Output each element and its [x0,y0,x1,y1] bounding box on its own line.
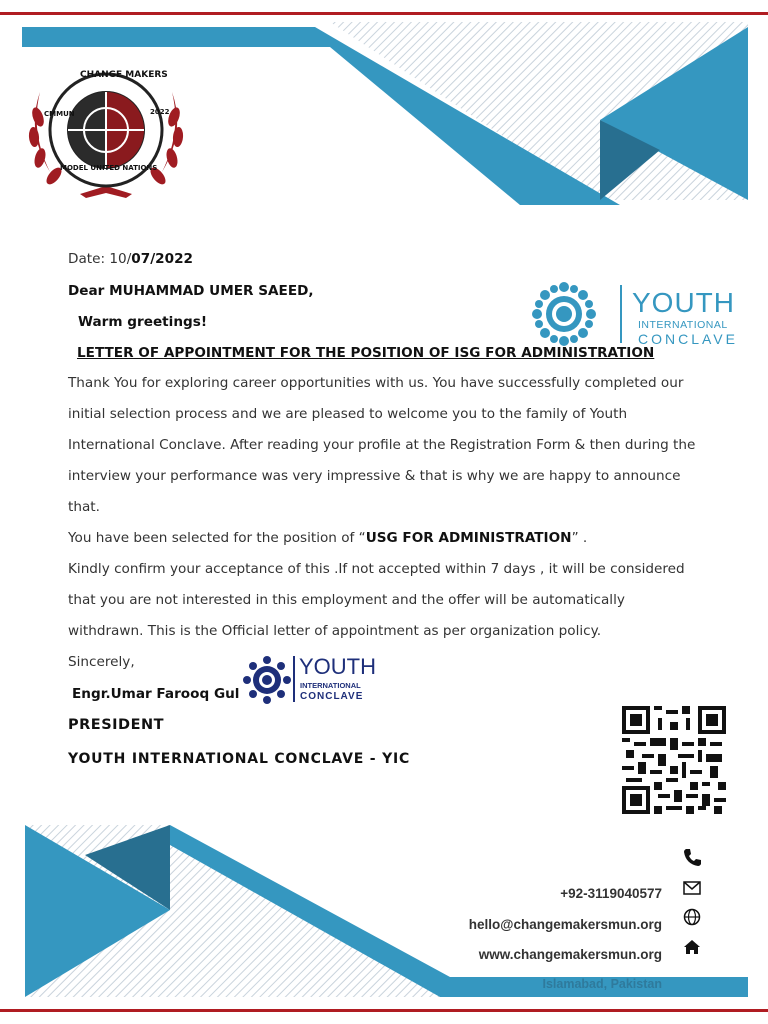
emblem-subtitle-text: MODEL UNITED NATIONS [60,164,158,172]
position-suffix: ” . [571,530,588,546]
signer-title: PRESIDENT [68,717,165,733]
yic-logo [524,279,744,349]
qr-code [622,706,726,814]
emblem-year-text: 2022 [150,108,170,116]
yic-stamp-word3: CONCLAVE [300,691,364,702]
yic-logo-word2: INTERNATIONAL [638,319,728,331]
greeting: Warm greetings! [78,314,208,330]
change-makers-emblem [20,62,192,212]
salutation: Dear MUHAMMAD UMER SAEED, [68,283,314,299]
yic-globe-icon [524,279,604,349]
confirm-line: that you are not interested in this employment and the offer will be automatically [68,592,625,608]
contact-email[interactable]: hello@changemakersmun.org [468,917,662,932]
contact-website[interactable]: www.changemakersmun.org [478,947,662,962]
yic-stamp-word2: INTERNATIONAL [300,681,361,690]
signer-organization: YOUTH INTERNATIONAL CONCLAVE - YIC [68,751,411,767]
signer-name: Engr.Umar Farooq Gul [72,686,240,702]
position-line [68,530,587,546]
yic-stamp-globe-icon [243,652,291,708]
emblem-side-text: CMMUN [44,110,75,118]
date-value: 07/2022 [131,251,193,267]
yic-logo-divider [620,285,622,343]
position-title: USG FOR ADMINISTRATION [365,530,572,546]
yic-stamp-logo [243,650,383,710]
paragraph-line: interview your performance was very impressive & that is why we are happy to announce [68,468,681,484]
position-prefix: You have been selected for the position of “ [68,530,366,546]
yic-logo-word1: YOUTH [632,287,735,318]
yic-stamp-word1: YOUTH [299,654,376,679]
date-prefix: Date: 10/ [68,251,132,267]
emblem-title-text: CHANGE MAKERS [80,70,168,80]
paragraph-line: Thank You for exploring career opportunities with us. You have successfully completed our [68,375,684,391]
confirm-line: withdrawn. This is the Official letter of appointment as per organization policy. [68,623,602,639]
closing: Sincerely, [68,654,135,670]
confirm-line: Kindly confirm your acceptance of this .If not accepted within 7 days , it will be considered [68,561,685,577]
contact-phone[interactable]: +92-3119040577 [560,886,662,901]
mail-icon [682,878,702,898]
globe-icon [682,907,702,927]
yic-stamp-divider [293,656,295,702]
date-line [68,251,193,267]
letter-subject: LETTER OF APPOINTMENT FOR THE POSITION OF ISG FOR ADMINISTRATION [77,345,655,361]
contact-address: Islamabad, Pakistan [542,977,662,991]
phone-icon [682,847,702,867]
paragraph-line: International Conclave. After reading your profile at the Registration Form & then during the [68,437,696,453]
paragraph-line: that. [68,499,100,515]
yic-logo-word3: CONCLAVE [638,331,738,347]
paragraph-line: initial selection process and we are pleased to welcome you to the family of Youth [68,406,628,422]
home-icon [682,937,702,957]
